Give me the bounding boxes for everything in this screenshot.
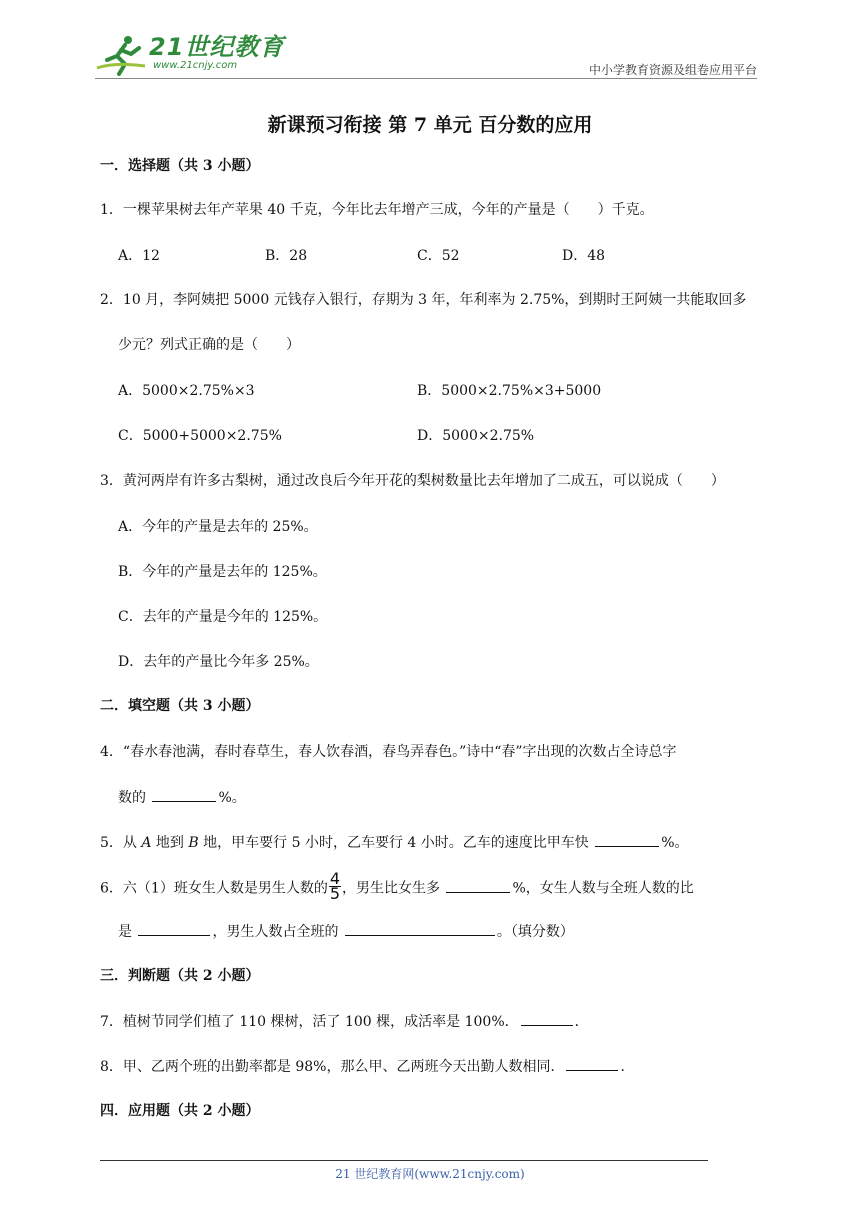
q8-text: 8．甲、乙两个班的出勤率都是 98%，那么甲、乙两班今天出勤人数相同． xyxy=(100,1059,565,1075)
q1-option-c: C．52 xyxy=(417,248,460,264)
q1-option-a: A．12 xyxy=(118,248,160,264)
question-2-stem-line2: 少元？列式正确的是（ ） xyxy=(118,337,300,353)
platform-name: 中小学教育资源及组卷应用平台 xyxy=(588,63,757,77)
logo-url: www.21cnjy.com xyxy=(153,60,238,71)
footer-text: 21 世纪教育网(www.21cnjy.com) xyxy=(335,1167,525,1181)
section-heading-judge: 三．判断题（共 2 小题） xyxy=(100,968,260,984)
q7-text: 7．植树节同学们植了 110 棵树，活了 100 棵，成活率是 100%． xyxy=(100,1014,519,1030)
page-header xyxy=(95,30,757,80)
question-8-stem xyxy=(100,1056,634,1077)
q7-text-post: ． xyxy=(574,1014,589,1030)
section-heading-choice: 一．选择题（共 3 小题） xyxy=(100,158,260,174)
q6-answer-blank-3[interactable] xyxy=(345,921,495,936)
q2-option-c: C．5000+5000×2.75% xyxy=(118,428,282,444)
q2-option-d: D．5000×2.75% xyxy=(417,428,535,444)
q6-fraction xyxy=(329,869,341,903)
q6-line2-post: 。（填分数） xyxy=(496,924,574,940)
q6-line2-pre: 是 xyxy=(118,924,132,940)
q5-point-a: A xyxy=(141,835,152,851)
question-6-stem-line1 xyxy=(100,869,694,903)
logo xyxy=(95,34,284,76)
footer-divider xyxy=(100,1160,708,1161)
runner-logo-icon xyxy=(95,34,147,76)
q6-text-post: %，女生人数与全班人数的比 xyxy=(512,880,694,897)
header-divider xyxy=(95,78,757,79)
q1-option-b: B．28 xyxy=(265,248,308,264)
q6-text-mid: ，男生比女生多 xyxy=(342,880,441,897)
q6-answer-blank-1[interactable] xyxy=(446,878,510,893)
q2-option-b: B．5000×2.75%×3+5000 xyxy=(417,383,602,399)
q5-answer-blank[interactable] xyxy=(595,832,659,847)
question-4-stem-line2 xyxy=(118,787,246,808)
q3-option-d: D．去年的产量比今年多 25%。 xyxy=(118,654,319,670)
section-heading-application: 四．应用题（共 2 小题） xyxy=(100,1103,260,1119)
q5-text-mid1: 地到 xyxy=(151,835,189,851)
q2-option-a: A．5000×2.75%×3 xyxy=(118,383,255,399)
q6-answer-blank-2[interactable] xyxy=(138,921,210,936)
question-6-stem-line2 xyxy=(118,921,574,942)
q3-option-b: B．今年的产量是去年的 125%。 xyxy=(118,564,327,580)
q3-option-a: A．今年的产量是去年的 25%。 xyxy=(118,519,318,535)
question-5-stem xyxy=(100,832,689,853)
question-3-stem: 3．黄河两岸有许多古梨树，通过改良后今年开花的梨树数量比去年增加了二成五，可以说成（ ） xyxy=(100,473,725,489)
q4-text-before-blank: 数的 xyxy=(118,790,146,806)
q7-answer-blank[interactable] xyxy=(521,1011,573,1026)
q6-line2-mid: ，男生人数占全班的 xyxy=(212,924,339,940)
q5-text-post: %。 xyxy=(661,835,689,851)
question-7-stem xyxy=(100,1011,589,1032)
q6-fraction-numerator: 4 xyxy=(329,869,341,888)
q6-text-pre: 6．六（1）班女生人数是男生人数的 xyxy=(100,880,328,897)
question-1-stem: 1．一棵苹果树去年产苹果 40 千克，今年比去年增产三成，今年的产量是（ ）千克。 xyxy=(100,202,654,218)
section-heading-fill: 二．填空题（共 3 小题） xyxy=(100,698,260,714)
q6-fraction-denominator: 5 xyxy=(329,884,341,903)
q5-point-b: B xyxy=(188,835,199,851)
q4-text-after-blank: %。 xyxy=(218,790,246,806)
q4-answer-blank[interactable] xyxy=(152,787,216,802)
q8-answer-blank[interactable] xyxy=(566,1056,618,1071)
logo-text: 21世纪教育 xyxy=(149,33,285,61)
q5-text-pre: 5．从 xyxy=(100,835,142,851)
q8-text-post: ． xyxy=(620,1059,635,1075)
q1-option-d: D．48 xyxy=(562,248,606,264)
question-2-stem-line1: 2．10 月，李阿姨把 5000 元钱存入银行，存期为 3 年，年利率为 2.75%，到期时王阿姨一共能取回多 xyxy=(100,292,747,308)
question-4-stem-line1: 4．“春水春池满，春时春草生，春人饮春酒，春鸟弄春色。”诗中“春”字出现的次数占全诗总字 xyxy=(100,744,677,760)
q5-text-mid2: 地，甲车要行 5 小时，乙车要行 4 小时。乙车的速度比甲车快 xyxy=(198,835,589,851)
q3-option-c: C．去年的产量是今年的 125%。 xyxy=(118,609,328,625)
page-title: 新课预习衔接 第 7 单元 百分数的应用 xyxy=(267,114,593,136)
